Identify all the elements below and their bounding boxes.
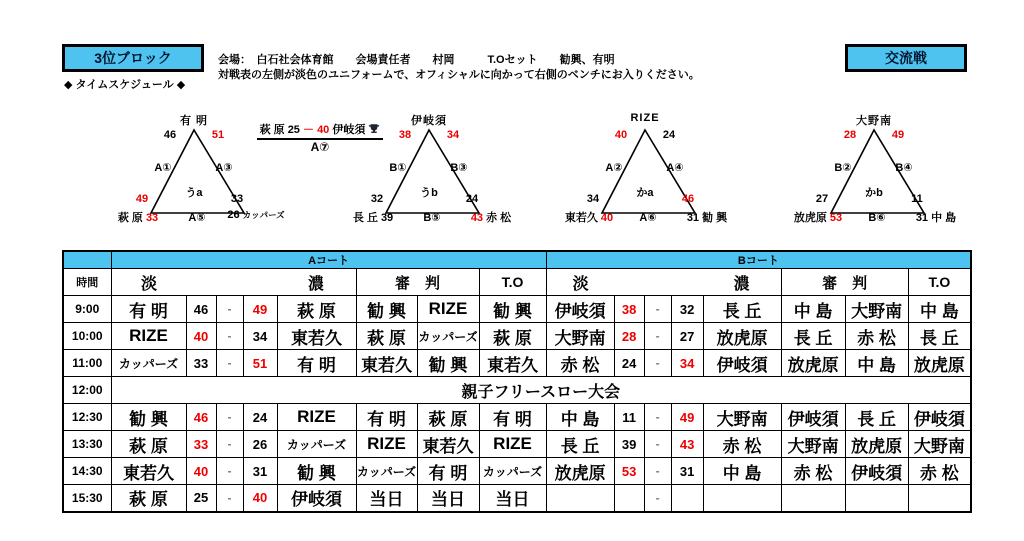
referee2-cell: 中 島 [845, 350, 908, 377]
score-left-cell: 40 [186, 458, 216, 485]
team-dark-cell: 放虎原 [703, 323, 781, 350]
to-cell: 勧 興 [479, 296, 546, 323]
triangle-outline [101, 112, 291, 222]
score: 33 [145, 212, 159, 224]
team-name: 伊岐須 [411, 115, 447, 127]
referee-header: 審 判 [781, 269, 908, 296]
to-cell [908, 485, 971, 512]
dash-cell: - [644, 323, 671, 350]
to-cell: 有 明 [479, 404, 546, 431]
score-left-cell: 53 [614, 458, 644, 485]
dash-cell: - [644, 404, 671, 431]
score: 38 [398, 129, 412, 141]
bracket-triangle [552, 112, 742, 240]
score-left-cell: 38 [614, 296, 644, 323]
column-header-row [63, 269, 971, 296]
to-cell: 東若久 [479, 350, 546, 377]
team-light-cell: 伊岐須 [546, 296, 614, 323]
team-dark-cell: 萩 原 [277, 296, 356, 323]
referee1-cell: 当日 [356, 485, 417, 512]
dark-header: 濃 [307, 275, 324, 293]
table-row [63, 485, 971, 512]
time-cell: 14:30 [63, 458, 111, 485]
score: 31 [915, 212, 929, 224]
referee2-cell: 勧 興 [417, 350, 479, 377]
to-cell: 放虎原 [908, 350, 971, 377]
score-right-cell: 34 [671, 350, 703, 377]
court-a-header: Aコート [111, 251, 546, 269]
table-row [63, 377, 971, 404]
team-dark-cell: 有 明 [277, 350, 356, 377]
dash: － [303, 124, 314, 136]
table-row [63, 404, 971, 431]
score-right-cell: 40 [243, 485, 277, 512]
referee1-cell: 萩 原 [356, 323, 417, 350]
dash-cell: - [216, 458, 243, 485]
team-light-cell: 東若久 [111, 458, 186, 485]
score: 53 [829, 212, 843, 224]
score-left-cell: 40 [186, 323, 216, 350]
team-dark-cell: 大野南 [703, 404, 781, 431]
dash-cell: - [644, 485, 671, 512]
score: 11 [911, 193, 923, 205]
light-header: 淡 [572, 275, 589, 293]
team-light-cell [546, 485, 614, 512]
score: 39 [380, 212, 394, 224]
score-left-cell: 39 [614, 431, 644, 458]
dash-cell: - [216, 431, 243, 458]
score: 49 [135, 193, 149, 205]
referee2-cell: 当日 [417, 485, 479, 512]
court-b-header: Bコート [546, 251, 971, 269]
dash-cell: - [644, 458, 671, 485]
score-left-cell: 46 [186, 296, 216, 323]
team-light-cell: 長 丘 [546, 431, 614, 458]
to-cell: 伊岐須 [908, 404, 971, 431]
referee2-cell: カッパーズ [417, 323, 479, 350]
team-dark-cell: 中 島 [703, 458, 781, 485]
exchange-title-box [845, 44, 967, 72]
score: 43 [470, 212, 484, 224]
group-label: かb [865, 187, 883, 199]
match-label: B⑤ [423, 212, 441, 224]
score: 49 [891, 129, 905, 141]
team-light-cell: RIZE [111, 323, 186, 350]
corner-cell [63, 251, 111, 269]
referee1-cell: 東若久 [356, 350, 417, 377]
team-dark-cell: 東若久 [277, 323, 356, 350]
uniform-header-a [111, 269, 356, 296]
venue-line: 会場： 白石社会体育館 会場責任者 村岡 T.Oセット 勧興、有明 [218, 54, 615, 66]
score: 24 [465, 193, 479, 205]
team-name: 長 丘 [352, 212, 378, 224]
score-left-cell: 33 [186, 350, 216, 377]
match-label: A③ [215, 162, 233, 174]
team-dark-cell: 勧 興 [277, 458, 356, 485]
time-cell: 9:00 [63, 296, 111, 323]
referee1-cell: 赤 松 [781, 458, 845, 485]
dark-header: 濃 [733, 275, 750, 293]
triangle-outline [552, 112, 742, 222]
score-right-cell: 26 [243, 431, 277, 458]
team-dark-cell: RIZE [277, 404, 356, 431]
team-name: 放虎原 [793, 212, 827, 224]
bracket-triangle [101, 112, 291, 240]
team-light-cell: 赤 松 [546, 350, 614, 377]
team-dark-cell: 伊岐須 [703, 350, 781, 377]
referee1-cell: 伊岐須 [781, 404, 845, 431]
score-left-cell: 46 [186, 404, 216, 431]
score-right-cell: 32 [671, 296, 703, 323]
time-cell: 11:00 [63, 350, 111, 377]
score-right-cell: 34 [243, 323, 277, 350]
table-row [63, 350, 971, 377]
group-label: かa [636, 187, 654, 199]
referee1-cell: 中 島 [781, 296, 845, 323]
score-right-cell: 43 [671, 431, 703, 458]
to-cell: 萩 原 [479, 323, 546, 350]
dash-cell: - [216, 296, 243, 323]
referee2-cell: 長 丘 [845, 404, 908, 431]
referee1-cell: カッパーズ [356, 458, 417, 485]
uniform-header-b [546, 269, 781, 296]
referee2-cell: 赤 松 [845, 323, 908, 350]
team-name: 萩 原 [117, 212, 143, 224]
match-label: A⑦ [310, 140, 330, 154]
score: 34 [446, 129, 460, 141]
team-name: 勧 興 [702, 212, 728, 224]
score: 40 [600, 212, 614, 224]
score: 31 [686, 212, 700, 224]
score-right-cell: 31 [671, 458, 703, 485]
score: 24 [662, 129, 676, 141]
team-name: 中 島 [931, 212, 957, 224]
referee2-cell: 大野南 [845, 296, 908, 323]
light-header: 淡 [140, 275, 157, 293]
team-name: 赤 松 [486, 212, 512, 224]
table-row [63, 431, 971, 458]
dash-cell: - [216, 350, 243, 377]
referee1-cell: 大野南 [781, 431, 845, 458]
bracket-triangle [336, 112, 526, 240]
score-right-cell: 49 [243, 296, 277, 323]
score-left-cell: 28 [614, 323, 644, 350]
team-dark-cell: カッパーズ [277, 431, 356, 458]
score-right-cell: 51 [243, 350, 277, 377]
referee2-cell: 有 明 [417, 458, 479, 485]
team-name: 萩 原 [259, 124, 285, 136]
score-left-cell: 33 [186, 431, 216, 458]
match-label: B③ [450, 162, 468, 174]
score-right-cell [671, 485, 703, 512]
match-label: A④ [666, 162, 684, 174]
team-light-cell: 放虎原 [546, 458, 614, 485]
team-name: 大野南 [856, 115, 892, 127]
to-cell: カッパーズ [479, 458, 546, 485]
score: 34 [586, 193, 600, 205]
score-left-cell: 25 [186, 485, 216, 512]
table-row [63, 323, 971, 350]
exchange-title: 交流戦 [885, 50, 927, 66]
to-header: T.O [479, 269, 546, 296]
score-right-cell: 24 [243, 404, 277, 431]
to-cell: RIZE [479, 431, 546, 458]
table-row [63, 458, 971, 485]
referee2-cell [845, 485, 908, 512]
to-cell: 大野南 [908, 431, 971, 458]
referee1-cell: 長 丘 [781, 323, 845, 350]
referee1-cell: 勧 興 [356, 296, 417, 323]
score: 28 [843, 129, 857, 141]
score: 40 [614, 129, 628, 141]
score-left-cell: 24 [614, 350, 644, 377]
referee-header: 審 判 [356, 269, 479, 296]
team-dark-cell [703, 485, 781, 512]
referee2-cell: 東若久 [417, 431, 479, 458]
team-dark-cell: 伊岐須 [277, 485, 356, 512]
instruction-line: 対戦表の左側が淡色のユニフォームで、オフィシャルに向かって右側のベンチにお入りください。 [218, 69, 700, 81]
dash-cell: - [644, 431, 671, 458]
score: 46 [163, 129, 177, 141]
dash-cell: - [216, 485, 243, 512]
team-name: RIZE [630, 112, 660, 124]
team-name: カッパーズ [242, 210, 285, 220]
referee2-cell: 放虎原 [845, 431, 908, 458]
triangle-outline [781, 112, 971, 222]
team-dark-cell: 長 丘 [703, 296, 781, 323]
score: 33 [230, 193, 244, 205]
team-light-cell: 大野南 [546, 323, 614, 350]
time-cell: 12:30 [63, 404, 111, 431]
match-label: A② [605, 162, 623, 174]
block-title: 3位ブロック [94, 50, 172, 66]
time-header: 時間 [63, 269, 111, 296]
team-light-cell: 有 明 [111, 296, 186, 323]
dash-cell: - [216, 404, 243, 431]
score: 26 [227, 209, 240, 221]
time-schedule-label: ◆ タイムスケジュール ◆ [64, 79, 186, 91]
time-cell: 13:30 [63, 431, 111, 458]
dash-cell: - [644, 350, 671, 377]
score: 40 [317, 124, 330, 136]
referee1-cell: RIZE [356, 431, 417, 458]
referee1-cell [781, 485, 845, 512]
score: 32 [370, 193, 384, 205]
referee2-cell: RIZE [417, 296, 479, 323]
match-label: B① [389, 162, 407, 174]
team-name: 東若久 [564, 212, 598, 224]
to-cell: 当日 [479, 485, 546, 512]
score-left-cell [614, 485, 644, 512]
match-label: B④ [895, 162, 913, 174]
match-label: B⑥ [868, 212, 886, 224]
time-cell: 10:00 [63, 323, 111, 350]
to-cell: 中 島 [908, 296, 971, 323]
dash-cell: - [216, 323, 243, 350]
team-light-cell: 萩 原 [111, 485, 186, 512]
schedule-body [63, 296, 971, 512]
team-light-cell: 中 島 [546, 404, 614, 431]
to-cell: 赤 松 [908, 458, 971, 485]
score-left-cell: 11 [614, 404, 644, 431]
score-right-cell: 27 [671, 323, 703, 350]
to-header: T.O [908, 269, 971, 296]
time-cell: 12:00 [63, 377, 111, 404]
score: 25 [287, 124, 300, 136]
team-name: 有 明 [179, 115, 209, 127]
court-header-row [63, 251, 971, 269]
table-row [63, 296, 971, 323]
team-light-cell: 萩 原 [111, 431, 186, 458]
score: 46 [681, 193, 695, 205]
event-cell: 親子フリースロー大会 [111, 377, 971, 404]
dash-cell: - [644, 296, 671, 323]
triangle-outline [336, 112, 526, 222]
team-dark-cell: 赤 松 [703, 431, 781, 458]
group-label: うb [420, 187, 438, 199]
referee1-cell: 有 明 [356, 404, 417, 431]
match-label: A⑤ [188, 212, 206, 224]
block-title-box [62, 44, 204, 72]
score-right-cell: 49 [671, 404, 703, 431]
score-right-cell: 31 [243, 458, 277, 485]
time-cell: 15:30 [63, 485, 111, 512]
match-label: A⑥ [639, 212, 657, 224]
referee2-cell: 伊岐須 [845, 458, 908, 485]
bracket-triangle [781, 112, 971, 240]
schedule-table [62, 250, 972, 513]
team-light-cell: カッパーズ [111, 350, 186, 377]
to-cell: 長 丘 [908, 323, 971, 350]
referee1-cell: 放虎原 [781, 350, 845, 377]
team-name: 伊岐須 [332, 124, 366, 136]
group-label: うa [185, 187, 203, 199]
referee2-cell: 萩 原 [417, 404, 479, 431]
match-label: A① [154, 162, 172, 174]
match-label: B② [834, 162, 852, 174]
score: 27 [815, 193, 829, 205]
team-light-cell: 勧 興 [111, 404, 186, 431]
score: 51 [211, 129, 225, 141]
